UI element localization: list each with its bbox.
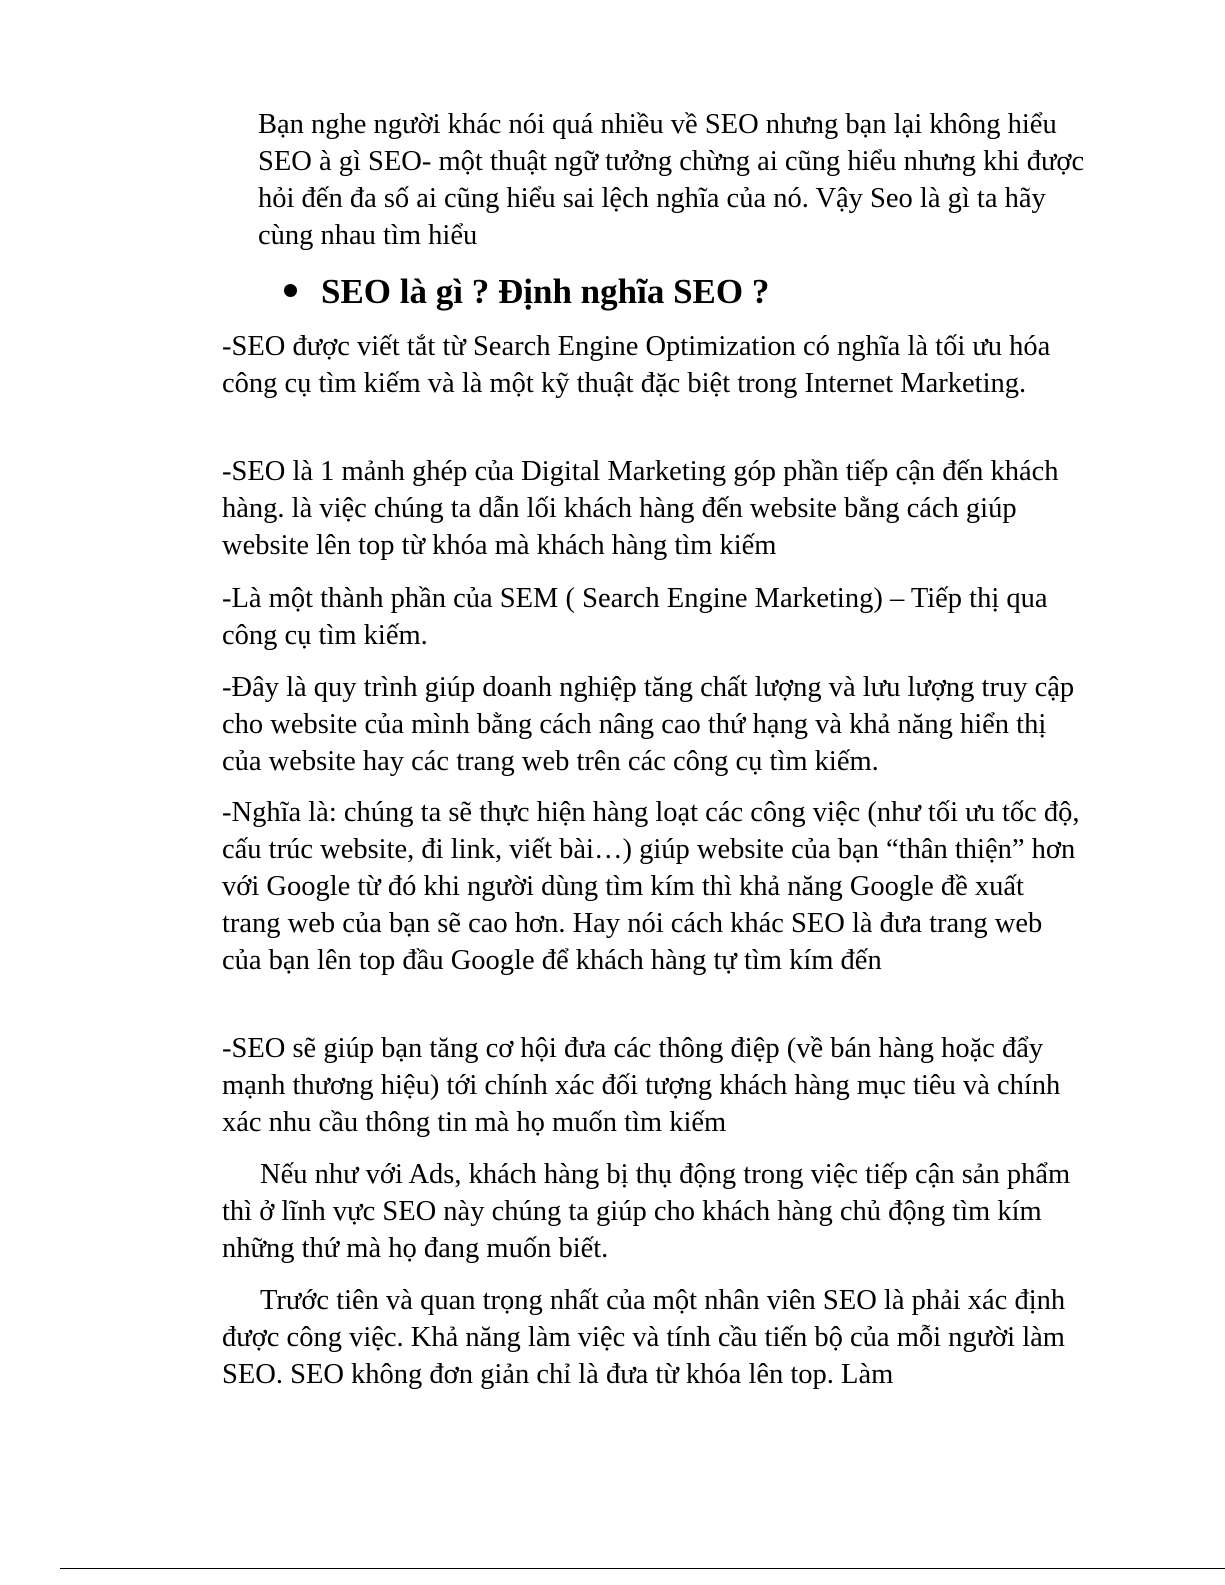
paragraph-process: -Đây là quy trình giúp doanh nghiệp tăng chất lượng và lưu lượng truy cập cho website của mình bằng cách nâng cao thứ hạng và khả năng hiển thị của website hay các trang web trên các công cụ tìm kiếm.: [222, 672, 1075, 777]
paragraph-meaning: -Nghĩa là: chúng ta sẽ thực hiện hàng loạt các công việc (như tối ưu tốc độ, cấu trúc website, đi link, viết bài…) giúp website của bạn “thân thiện” hơn với Google từ đó khi người dùng tìm kím thì khả năng Google đề xuất trang web của bạn sẽ cao hơn. Hay nói cách khác SEO là đưa trang web của bạn lên top đầu Google để khách hàng tự tìm kím đến: [222, 797, 1080, 976]
paragraph-ads-comparison: Nếu như với Ads, khách hàng bị thụ động trong việc tiếp cận sản phẩm thì ở lĩnh vực SEO này chúng ta giúp cho khách hàng chủ động tìm kím những thứ mà họ đang muốn biết.: [222, 1159, 1071, 1264]
paragraph-benefits: -SEO sẽ giúp bạn tăng cơ hội đưa các thông điệp (về bán hàng hoặc đẩy mạnh thương hiệu) tới chính xác đối tượng khách hàng mục tiêu và chính xác nhu cầu thông tin mà họ muốn tìm kiếm: [222, 1033, 1061, 1138]
paragraph-seo-definition: -SEO được viết tắt từ Search Engine Optimization có nghĩa là tối ưu hóa công cụ tìm kiếm và là một kỹ thuật đặc biệt trong Internet Marketing.: [222, 331, 1051, 399]
paragraph-digital-marketing: -SEO là 1 mảnh ghép của Digital Marketing góp phần tiếp cận đến khách hàng. là việc chúng ta dẫn lối khách hàng đến website bằng cách giúp website lên top từ khóa mà khách hàng tìm kiếm: [222, 456, 1059, 561]
intro-paragraph: Bạn nghe người khác nói quá nhiều về SEO nhưng bạn lại không hiểu SEO à gì SEO- một thuật ngữ tưởng chừng ai cũng hiểu nhưng khi được hỏi đến đa số ai cũng hiểu sai lệch nghĩa của nó. Vậy Seo là gì ta hãy cùng nhau tìm hiểu: [258, 109, 1085, 251]
page-bottom-rule: [60, 1568, 1225, 1569]
section-heading: [284, 270, 769, 314]
paragraph-seo-staff: Trước tiên và quan trọng nhất của một nhân viên SEO là phải xác định được công việc. Khả năng làm việc và tính cầu tiến bộ của mỗi người làm SEO. SEO không đơn giản chỉ là đưa từ khóa lên top. Làm: [222, 1285, 1066, 1390]
section-heading-text: SEO là gì ? Định nghĩa SEO ?: [321, 272, 770, 311]
paragraph-sem: -Là một thành phần của SEM ( Search Engine Marketing) – Tiếp thị qua công cụ tìm kiếm.: [222, 583, 1048, 651]
bullet-icon: [284, 284, 297, 297]
